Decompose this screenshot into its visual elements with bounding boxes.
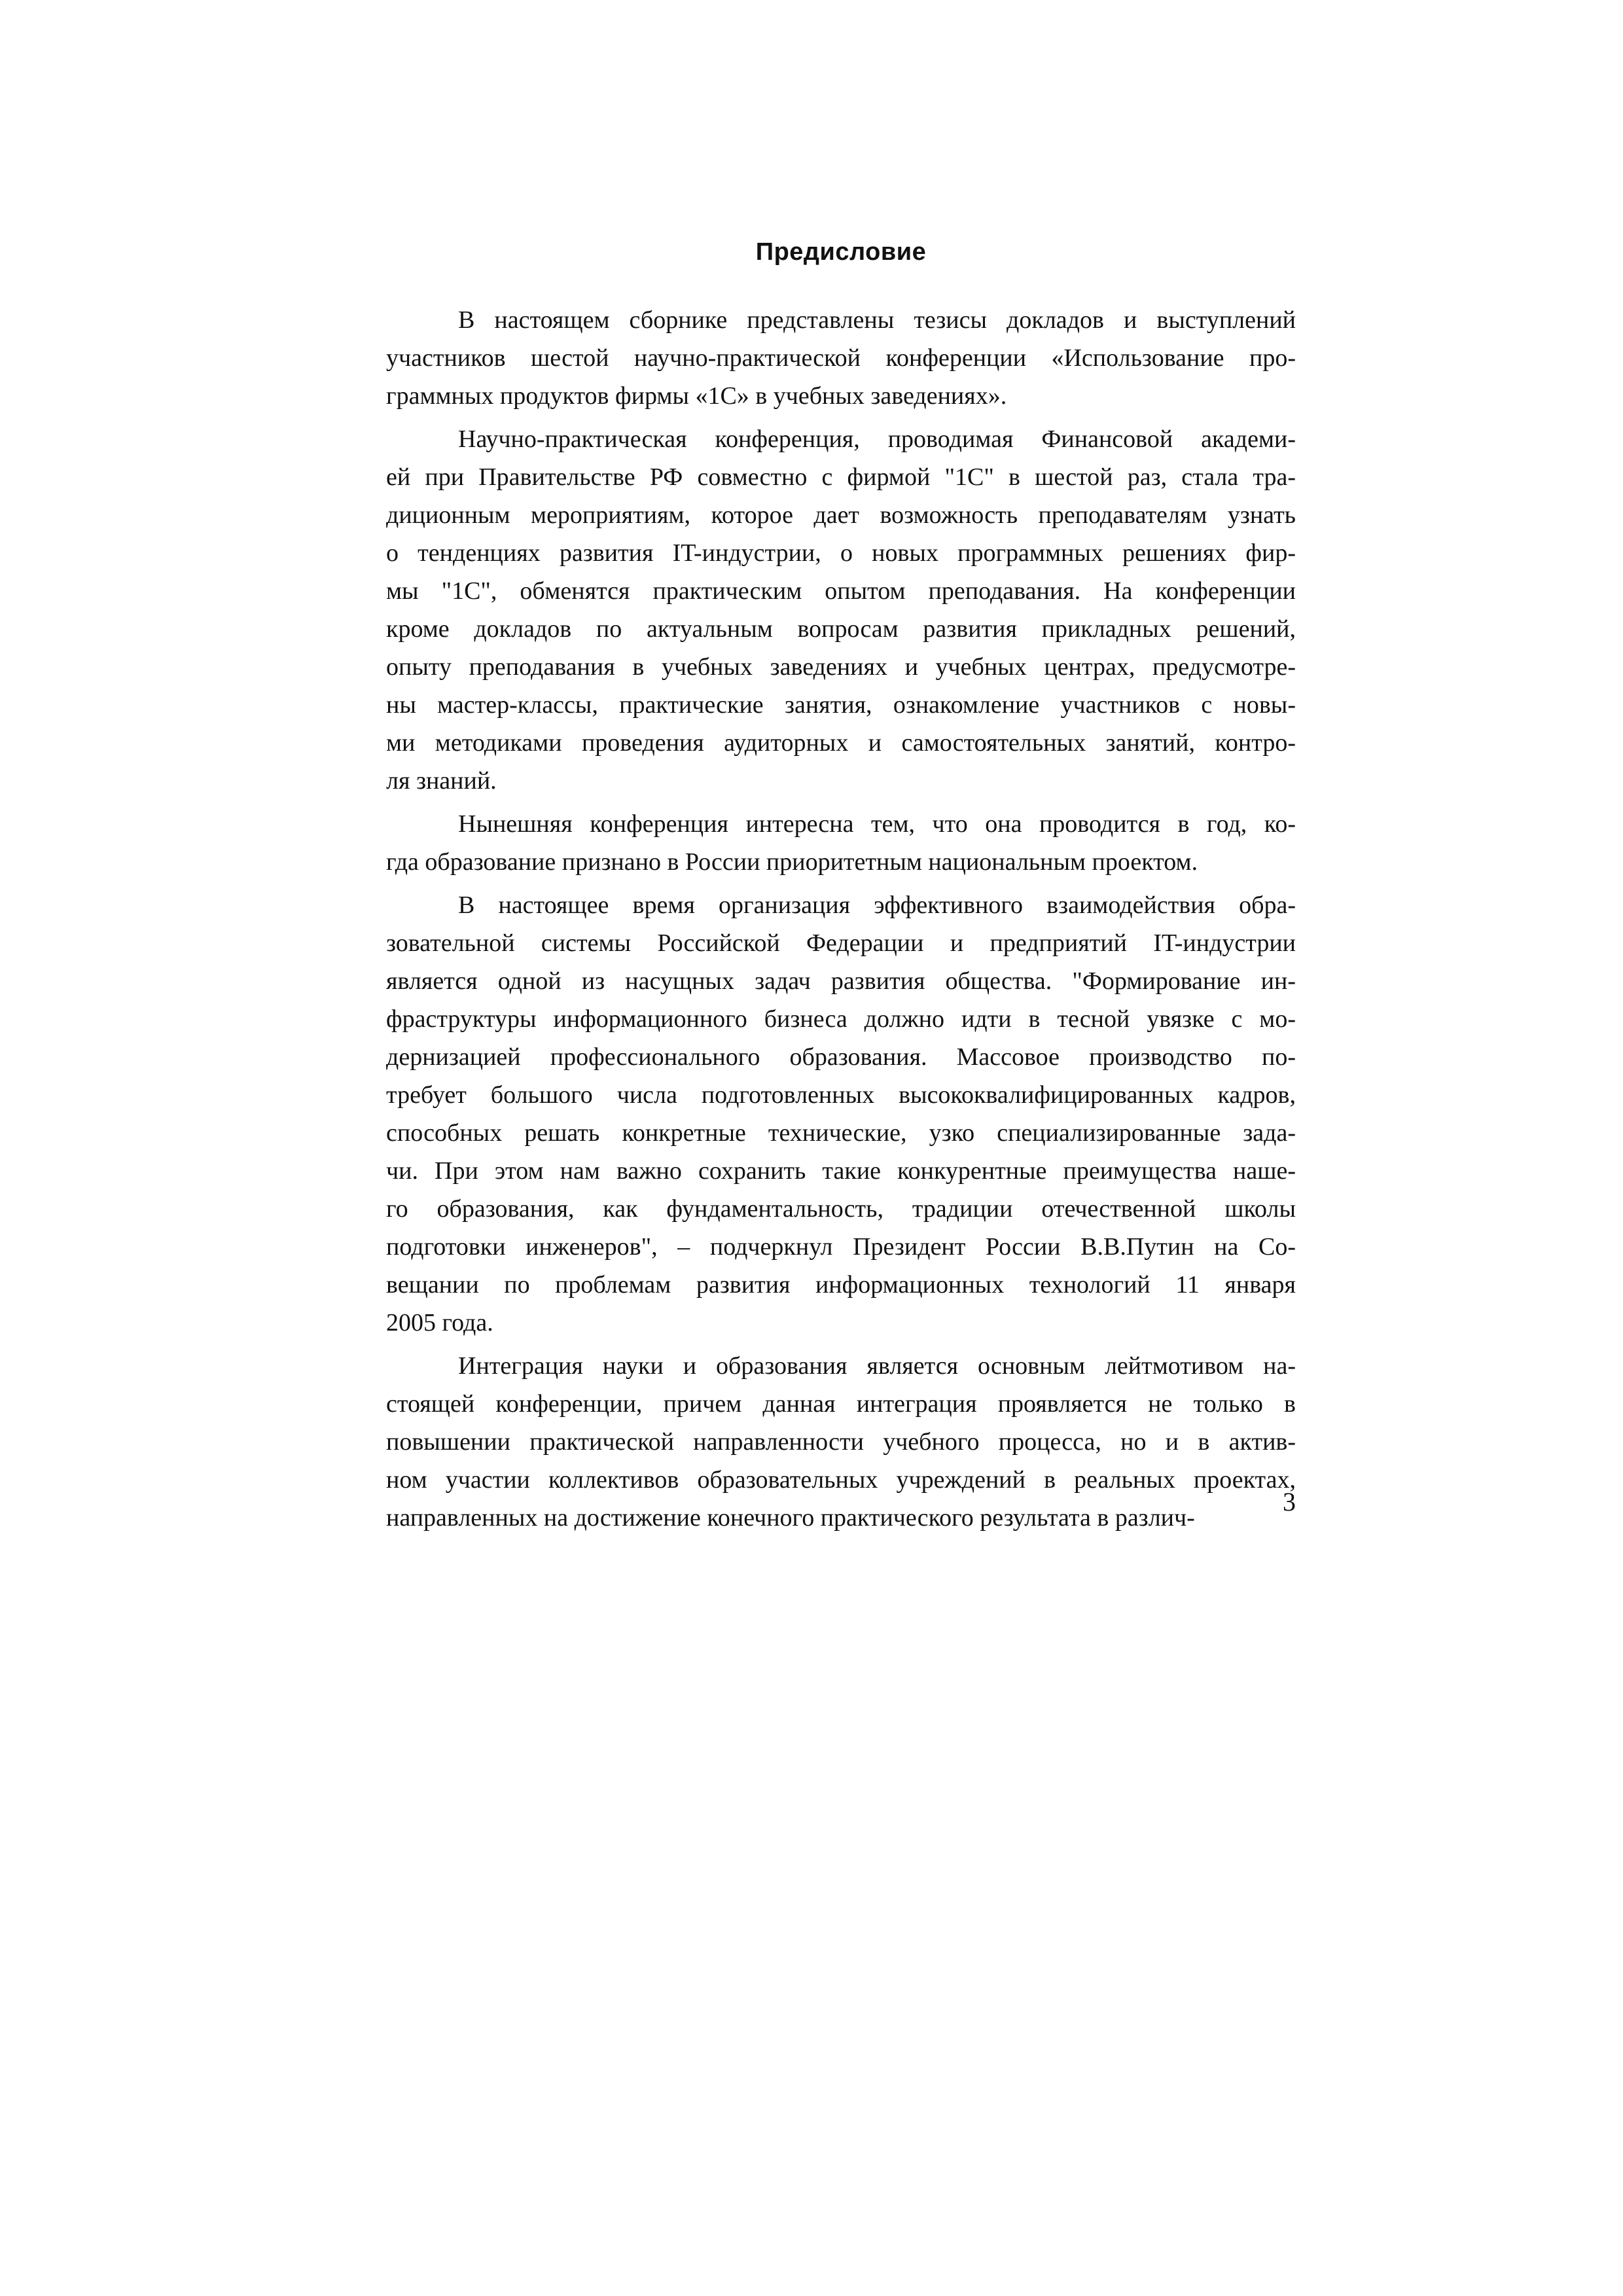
text-line: В настоящее время организация эффективного взаимодействия обра- bbox=[458, 891, 1296, 919]
text-line: Нынешняя конференция интересна тем, что она проводится в год, ко- bbox=[458, 810, 1296, 838]
text-line: Научно-практическая конференция, проводимая Финансовой академи- bbox=[458, 425, 1296, 453]
text-line: В настоящем сборнике представлены тезисы докладов и выступлений bbox=[458, 306, 1296, 334]
page-title: Предисловие bbox=[755, 238, 927, 266]
text-line: стоящей конференции, причем данная интеграция проявляется не только в bbox=[386, 1390, 1296, 1418]
text-line: чи. При этом нам важно сохранить такие конкурентные преимущества наше- bbox=[386, 1157, 1296, 1185]
text-line: диционным мероприятиям, которое дает возможность преподавателям узнать bbox=[386, 501, 1296, 529]
text-line: способных решать конкретные технические, узко специализированные зада- bbox=[386, 1119, 1296, 1147]
text-line: граммных продуктов фирмы «1С» в учебных заведениях». bbox=[386, 382, 1007, 410]
text-line: опыту преподавания в учебных заведениях и учебных центрах, предусмотре- bbox=[386, 653, 1296, 681]
text-line: повышении практической направленности учебного процесса, но и в актив- bbox=[386, 1428, 1296, 1456]
text-line: требует большого числа подготовленных высококвалифицированных кадров, bbox=[386, 1081, 1296, 1109]
paragraph bbox=[386, 301, 1296, 415]
text-line: ми методиками проведения аудиторных и самостоятельных занятий, контро- bbox=[386, 729, 1296, 757]
text-line: о тенденциях развития IT-индустрии, о новых программных решениях фир- bbox=[386, 539, 1296, 567]
body-text bbox=[386, 301, 1296, 1542]
text-line: го образования, как фундаментальность, традиции отечественной школы bbox=[386, 1195, 1296, 1223]
text-line: фраструктуры информационного бизнеса должно идти в тесной увязке с мо- bbox=[386, 1005, 1296, 1033]
paragraph bbox=[386, 805, 1296, 881]
text-line: ны мастер-классы, практические занятия, ознакомление участников с новы- bbox=[386, 691, 1296, 719]
text-line: ей при Правительстве РФ совместно с фирмой "1С" в шестой раз, стала тра- bbox=[386, 463, 1296, 491]
text-line: направленных на достижение конечного практического результата в различ- bbox=[386, 1504, 1195, 1532]
text-line: ном участии коллективов образовательных учреждений в реальных проектах, bbox=[386, 1466, 1296, 1494]
text-line: ля знаний. bbox=[386, 767, 497, 795]
paragraph bbox=[386, 886, 1296, 1342]
text-line: кроме докладов по актуальным вопросам развития прикладных решений, bbox=[386, 615, 1296, 643]
text-line: участников шестой научно-практической конференции «Использование про- bbox=[386, 344, 1296, 372]
text-line: зовательной системы Российской Федерации и предприятий IT-индустрии bbox=[386, 929, 1296, 957]
paragraph bbox=[386, 420, 1296, 800]
text-line: дернизацией профессионального образования. Массовое производство по- bbox=[386, 1043, 1296, 1071]
paragraph bbox=[386, 1347, 1296, 1537]
page-number: 3 bbox=[1283, 1487, 1296, 1516]
text-line: Интеграция науки и образования является основным лейтмотивом на- bbox=[458, 1352, 1296, 1380]
text-line: гда образование признано в России приоритетным национальным проектом. bbox=[386, 848, 1198, 876]
text-line: подготовки инженеров", – подчеркнул Президент России В.В.Путин на Со- bbox=[386, 1233, 1296, 1261]
text-line: является одной из насущных задач развития общества. "Формирование ин- bbox=[386, 967, 1296, 995]
text-line: 2005 года. bbox=[386, 1309, 493, 1336]
text-line: вещании по проблемам развития информационных технологий 11 января bbox=[386, 1271, 1296, 1299]
text-line: мы "1С", обменятся практическим опытом преподавания. На конференции bbox=[386, 577, 1296, 605]
